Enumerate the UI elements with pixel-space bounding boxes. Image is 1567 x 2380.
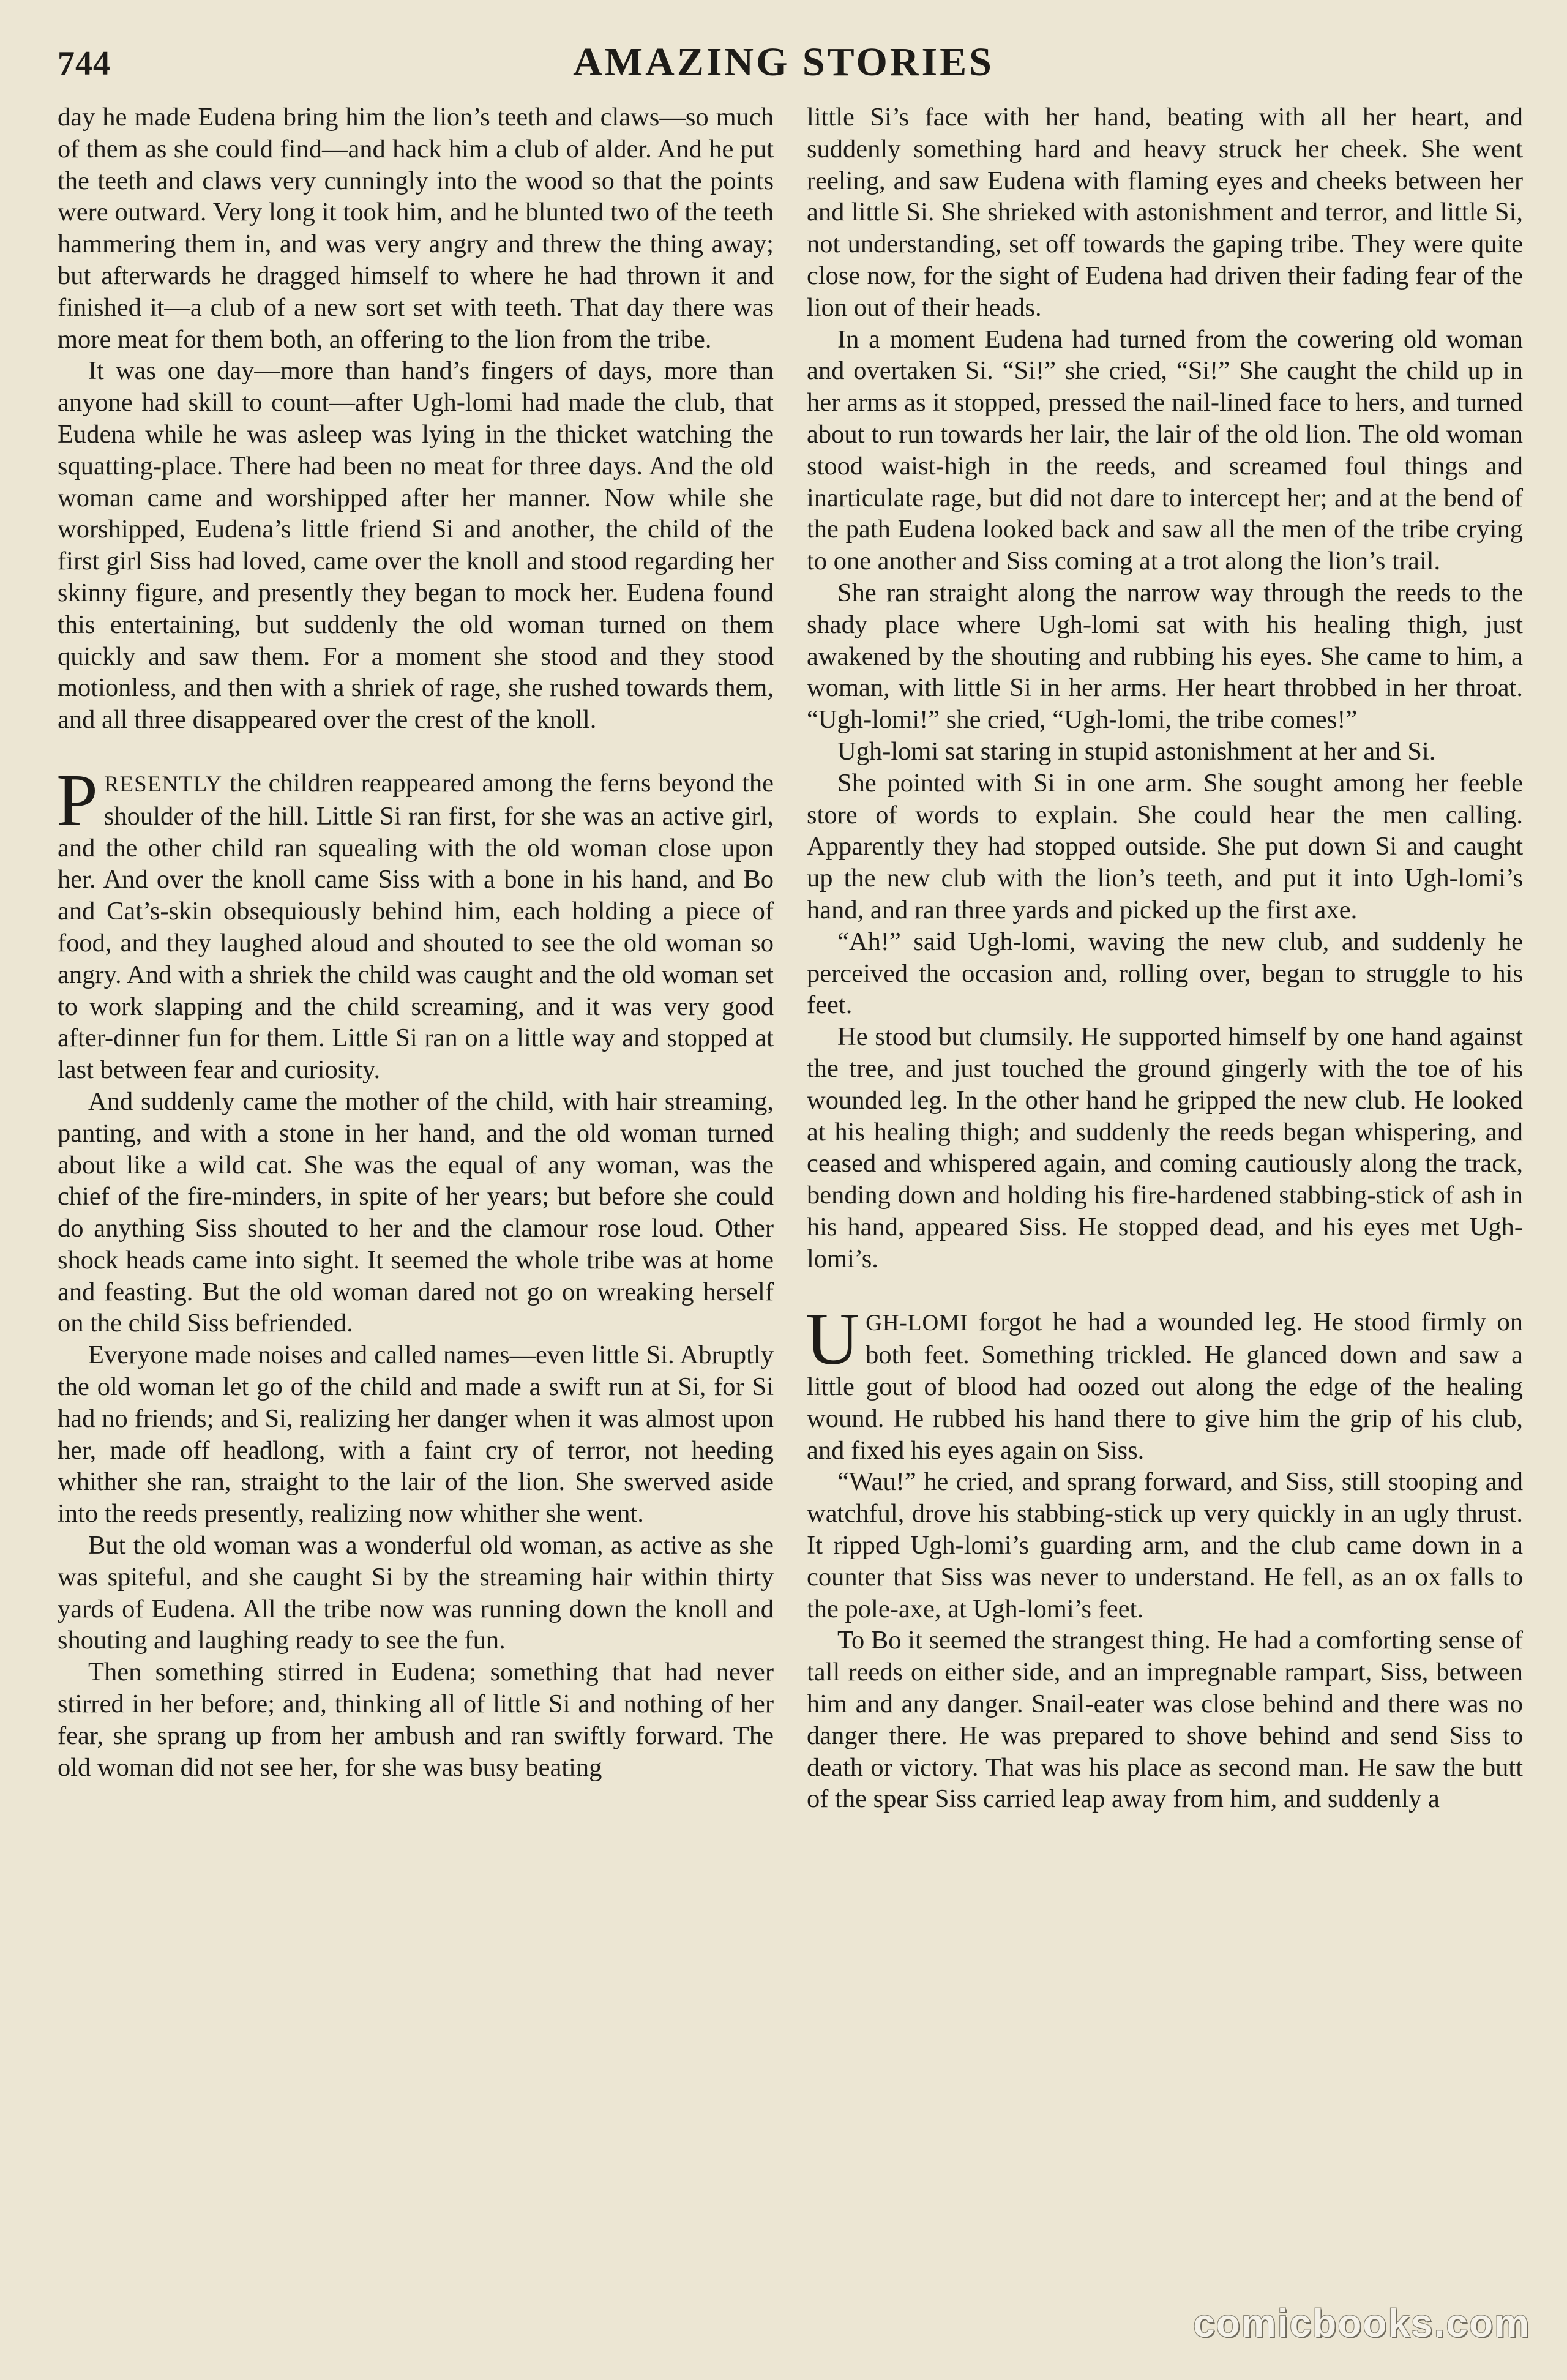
paragraph: “Wau!” he cried, and sprang forward, and Siss, still stooping and watchful, drove his stabbing-stick up very quickly in an ugly thrust. It ripped Ugh-lomi’s guarding arm, and the club came down in a counter that Siss was never to understand. He fell, as an ox falls to the pole-axe, at Ugh-lomi’s feet. — [807, 1467, 1523, 1623]
paragraph: Then something stirred in Eudena; something that had never stirred in her before; and, thinking all of little Si and nothing of her fear, she sprang up from her ambush and ran swiftly forward. The old woman did not see her, for she was busy beating — [58, 1658, 774, 1782]
paragraph: To Bo it seemed the strangest thing. He had a comforting sense of tall reeds on either side, and an impregnable rampart, Siss, between him and any danger. Snail-eater was close behind and there was no danger there. He was prepared to shove behind and send Siss to death or victory. That was his place as second man. He saw the butt of the spear Siss carried leap away from him, and suddenly a — [807, 1626, 1523, 1814]
paragraph: She ran straight along the narrow way through the reeds to the shady place where Ugh-lomi sat with his healing thigh, just awakened by the shouting and rubbing his eyes. She came to him, a woman, with little Si in her arms. Her heart throbbed in her throat. “Ugh-lomi!” she cried, “Ugh-lomi, the tribe comes!” — [807, 578, 1523, 735]
drop-cap: U — [806, 1298, 860, 1381]
right-column — [807, 102, 1523, 1815]
lead-in-small-caps: RESENTLY — [103, 771, 223, 797]
paragraph: Ugh-lomi sat staring in stupid astonishment at her and Si. — [837, 736, 1436, 766]
paragraph: “Ah!” said Ugh-lomi, waving the new club, and suddenly he perceived the occasion and, rolling over, began to struggle to his feet. — [807, 927, 1523, 1020]
paragraph: Everyone made noises and called names—even little Si. Abruptly the old woman let go of the child and made a swift run at Si, for Si had no friends; and Si, realizing her danger when it was almost upon her, made off headlong, with a faint cry of terror, not heeding whither she ran, straight to the lair of the lion. She swerved aside into the reeds presently, realizing now whither she went. — [58, 1341, 774, 1529]
paragraph-text: forgot he had a wounded leg. He stood firmly on both feet. Something trickled. He glanced down and saw a little gout of blood had oozed out along the edge of the healing wound. He rubbed his hand there to give him the grip of his club, and fixed his eyes again on Siss. — [807, 1308, 1523, 1465]
section-opening-paragraph — [806, 1298, 1523, 1466]
paragraph: But the old woman was a wonderful old woman, as active as she was spiteful, and she caught Si by the streaming hair within thirty yards of Eudena. All the tribe now was running down the knoll and shouting and laughing ready to see the fun. — [58, 1531, 774, 1655]
paragraph: In a moment Eudena had turned from the cowering old woman and overtaken Si. “Si!” she cried, “Si!” She caught the child up in her arms as it stopped, pressed the nail-lined face to hers, and turned about to run towards her lair, the lair of the old lion. The old woman stood waist-high in the reeds, and screamed foul things and inarticulate rage, but did not dare to intercept her; and at the bend of the path Eudena looked back and saw all the men of the tribe crying to one another and Siss coming at a trot along the lion’s trail. — [807, 324, 1523, 576]
drop-cap: P — [56, 758, 98, 842]
left-column — [58, 102, 774, 1783]
paragraph-text: the children reappeared among the ferns beyond the shoulder of the hill. Little Si ran first, for she was an active girl, and the other child ran squealing with the old woman close upon her. And over the knoll came Siss with a bone in his hand, and Bo and Cat’s-skin obsequiously behind him, each holding a piece of food, and they laughed aloud and shouted to see the old woman so angry. And with a shriek the child was caught and the old woman set to work slapping and the child screaming, and it was very good after-dinner fun for them. Little Si ran on a little way and stopped at last between fear and curiosity. — [58, 768, 774, 1085]
paragraph: And suddenly came the mother of the child, with hair streaming, panting, and with a stone in her hand, and the old woman turned about like a wild cat. She was the equal of any woman, was the chief of the fire-minders, in spite of her years; but before she could do anything Siss shouted to her and the clamour rose loud. Other shock heads came into sight. It seemed the whole tribe was at home and feasting. But the old woman dared not go on wreaking herself on the child Siss befriended. — [58, 1087, 774, 1338]
paragraph: day he made Eudena bring him the lion’s teeth and claws—so much of them as she could find—and hack him a club of alder. And he put the teeth and claws very cunningly into the wood so that the points were outward. Very long it took him, and he blunted two of the teeth hammering them in, and was very angry and threw the thing away; but afterwards he dragged himself to where he had thrown it and finished it—a club of a new sort set with teeth. That day there was more meat for them both, an offering to the lion from the tribe. — [58, 103, 774, 354]
running-title: AMAZING STORIES — [573, 40, 994, 84]
page-number: 744 — [58, 45, 111, 83]
section-opening-paragraph — [56, 758, 774, 1086]
paragraph: It was one day—more than hand’s fingers of days, more than anyone had skill to count—after Ugh-lomi had made the club, that Eudena while he was asleep was lying in the thicket watching the squatting-place. There had been no meat for three days. And the old woman came and worshipped after her manner. Now while she worshipped, Eudena’s little friend Si and another, the child of the first girl Siss had loved, came over the knoll and stood regarding her skinny figure, and presently they began to mock her. Eudena found this entertaining, but suddenly the old woman turned on them quickly and saw them. For a moment she stood and they stood motionless, and then with a shriek of rage, she rushed towards them, and all three disappeared over the crest of the knoll. — [58, 356, 774, 735]
lead-in-small-caps: GH-LOMI — [866, 1311, 968, 1336]
paragraph: little Si’s face with her hand, beating with all her heart, and suddenly something hard and heavy struck her cheek. She went reeling, and saw Eudena with flaming eyes and cheeks between her and little Si. She shrieked with astonishment and terror, and little Si, not understanding, set off towards the gaping tribe. They were quite close now, for the sight of Eudena had driven their fading fear of the lion out of their heads. — [807, 103, 1523, 322]
paragraph: She pointed with Si in one arm. She sought among her feeble store of words to explain. She could hear the men calling. Apparently they had stopped outside. She put down Si and caught up the new club with the lion’s teeth, and put it into Ugh-lomi’s hand, and ran three yards and picked up the first axe. — [807, 768, 1523, 924]
site-watermark: comicbooks.com — [1193, 2301, 1530, 2345]
paragraph: He stood but clumsily. He supported himself by one hand against the tree, and just touched the ground gingerly with the toe of his wounded leg. In the other hand he gripped the new club. He looked at his healing thigh; and suddenly the reeds began whispering, and ceased and whispered again, and coming cautiously along the track, bending down and holding his fire-hardened stabbing-stick of ash in his hand, appeared Siss. He stopped dead, and his eyes met Ugh-lomi’s. — [807, 1022, 1523, 1273]
